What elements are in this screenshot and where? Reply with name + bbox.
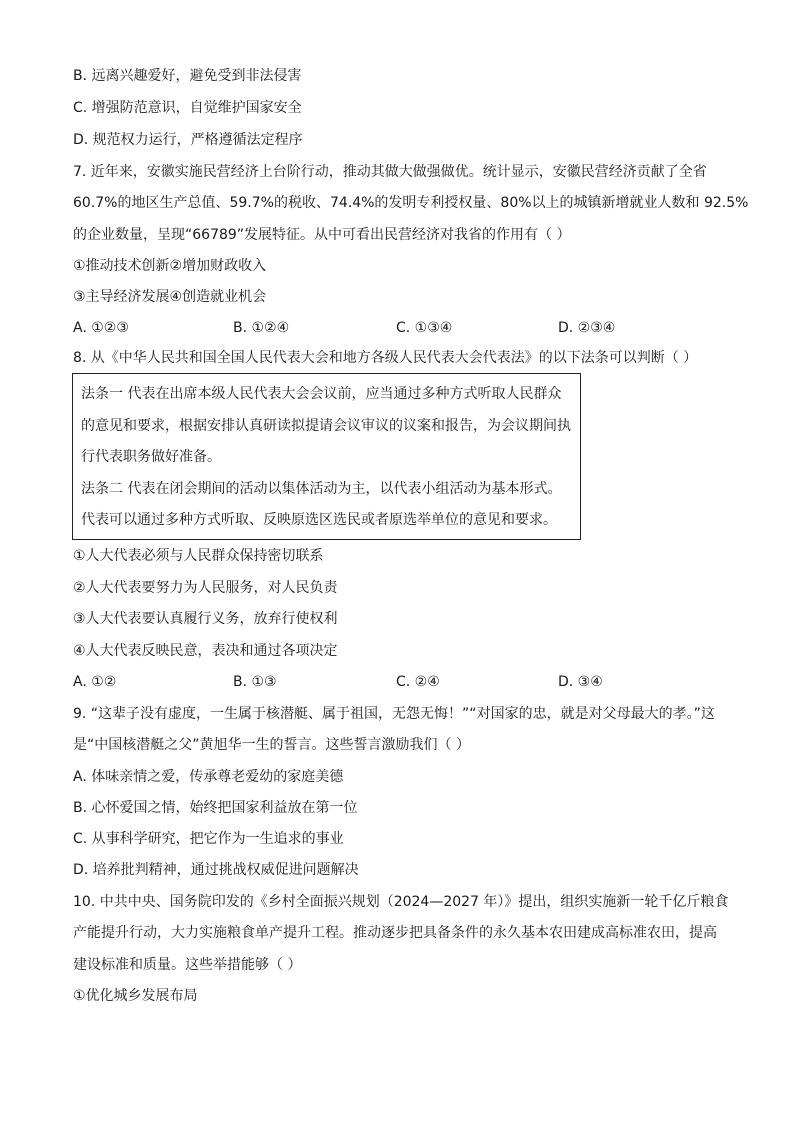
q9-stem-line-1: 9. “这辈子没有虚度，一生属于核潜艇、属于祖国，无怨无悔！”“对国家的忠，就是对父母最大的孝。”这: [73, 706, 715, 722]
q8-choice-a: A. ①②: [73, 674, 117, 690]
q8-choice-c: C. ②④: [396, 674, 440, 690]
q7-choice-d: D. ②③④: [558, 320, 616, 336]
q10-stem-line-1: 10. 中共中央、国务院印发的《乡村全面振兴规划（2024—2027 年）》提出，组织实施新一轮千亿斤粮食: [73, 894, 729, 910]
q7-choice-c: C. ①③④: [396, 320, 453, 336]
q9-option-a: A. 体味亲情之爱，传承尊老爱幼的家庭美德: [73, 769, 344, 785]
q8-statement-2: ②人大代表要努力为人民服务，对人民负责: [73, 580, 338, 596]
law-box-line-4: 法条二 代表在闭会期间的活动以集体活动为主，以代表小组活动为基本形式。: [81, 481, 562, 497]
q9-option-b: B. 心怀爱国之情，始终把国家利益放在第一位: [73, 800, 358, 816]
q6-option-d: D. 规范权力运行，严格遵循法定程序: [73, 132, 303, 148]
q7-choice-a: A. ①②③: [73, 320, 129, 336]
q6-option-b: B. 远离兴趣爱好，避免受到非法侵害: [73, 68, 302, 84]
q7-stem-line-3: 的企业数量，呈现“66789”发展特征。从中可看出民营经济对我省的作用有（ ）: [73, 227, 571, 243]
q9-option-d: D. 培养批判精神，通过挑战权威促进问题解决: [73, 862, 359, 878]
law-box-line-3: 行代表职务做好准备。: [81, 449, 221, 465]
q7-stem-line-2: 60.7%的地区生产总值、59.7%的税收、74.4%的发明专利授权量、80%以上的城镇新增就业人数和 92.5%: [73, 195, 749, 211]
q10-statement-1: ①优化城乡发展布局: [73, 988, 198, 1004]
q7-statement-1: ①推动技术创新②增加财政收入: [73, 258, 267, 274]
q9-stem-line-2: 是“中国核潜艇之父”黄旭华一生的誓言。这些誓言激励我们（ ）: [73, 737, 470, 753]
q8-statement-3: ③人大代表要认真履行义务，放弃行使权利: [73, 611, 338, 627]
law-box-line-2: 的意见和要求，根据安排认真研读拟提请会议审议的议案和报告，为会议期间执: [81, 418, 571, 434]
q8-statement-1: ①人大代表必须与人民群众保持密切联系: [73, 548, 324, 564]
q8-stem: 8. 从《中华人民共和国全国人民代表大会和地方各级人民代表大会代表法》的以下法条可以判断（ ）: [73, 350, 698, 366]
q7-statement-2: ③主导经济发展④创造就业机会: [73, 289, 267, 305]
q10-stem-line-3: 建设标准和质量。这些举措能够（ ）: [73, 957, 302, 973]
law-box-line-1: 法条一 代表在出席本级人民代表大会会议前，应当通过多种方式听取人民群众: [81, 386, 562, 402]
q9-option-c: C. 从事科学研究，把它作为一生追求的事业: [73, 831, 344, 847]
q8-law-box: [72, 373, 581, 540]
q6-option-c: C. 增强防范意识，自觉维护国家安全: [73, 100, 302, 116]
law-box-line-5: 代表可以通过多种方式听取、反映原选区选民或者原选举单位的意见和要求。: [81, 512, 557, 528]
q7-stem-line-1: 7. 近年来，安徽实施民营经济上台阶行动，推动其做大做强做优。统计显示，安徽民营经济贡献了全省: [73, 164, 707, 180]
q8-choice-d: D. ③④: [558, 674, 603, 690]
q8-choice-b: B. ①③: [233, 674, 277, 690]
q7-choice-b: B. ①②④: [233, 320, 290, 336]
q10-stem-line-2: 产能提升行动，大力实施粮食单产提升工程。推动逐步把具备条件的永久基本农田建成高标准农田，提高: [73, 925, 717, 941]
q8-statement-4: ④人大代表反映民意，表决和通过各项决定: [73, 643, 338, 659]
